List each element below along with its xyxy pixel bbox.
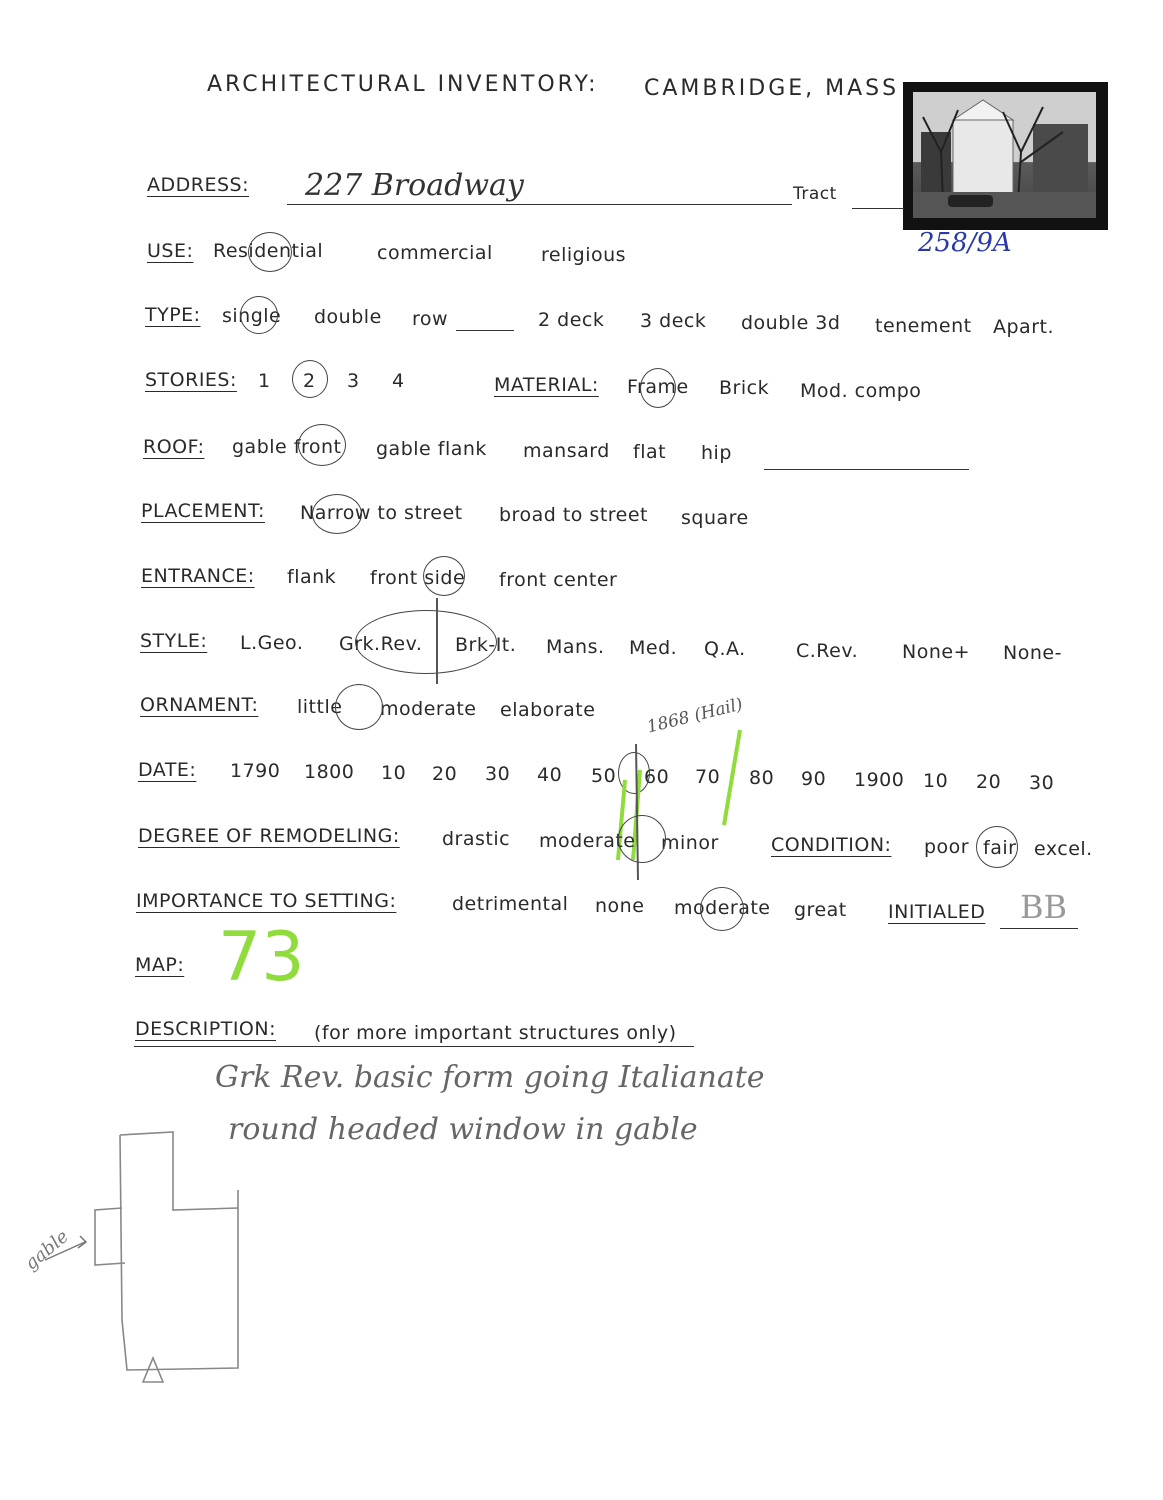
date-10[interactable]: 10 <box>381 762 407 784</box>
material-label: MATERIAL: <box>494 374 599 396</box>
type-double-3d[interactable]: double 3d <box>741 312 841 334</box>
stories-2[interactable]: 2 <box>303 370 316 392</box>
roof-hip[interactable]: hip <box>701 442 732 464</box>
description-label: DESCRIPTION: <box>135 1018 277 1040</box>
remodeling-moderate[interactable]: moderate <box>539 830 636 852</box>
use-commercial[interactable]: commercial <box>377 242 493 264</box>
entrance-front-center[interactable]: front center <box>499 569 618 591</box>
type-row-line <box>456 330 514 331</box>
date-1790[interactable]: 1790 <box>230 760 281 782</box>
ornament-elaborate[interactable]: elaborate <box>500 699 596 721</box>
style-divider-mark <box>436 598 438 684</box>
photo-reference: 258/9A <box>918 228 1012 258</box>
type-label: TYPE: <box>145 304 201 326</box>
style-crev[interactable]: C.Rev. <box>796 640 859 662</box>
map-label: MAP: <box>135 954 185 976</box>
placement-selection-mark <box>312 494 362 534</box>
date-note: 1868 (Hail) <box>645 694 745 738</box>
date-50[interactable]: 50 <box>591 765 617 787</box>
roof-gable-front[interactable]: gable front <box>232 436 342 458</box>
ornament-little[interactable]: little <box>297 696 343 718</box>
use-residential[interactable]: Residential <box>213 240 324 262</box>
remodeling-minor[interactable]: minor <box>661 832 719 854</box>
importance-none[interactable]: none <box>595 895 645 917</box>
style-mans[interactable]: Mans. <box>546 636 605 658</box>
placement-broad[interactable]: broad to street <box>499 504 649 526</box>
type-row[interactable]: row <box>412 308 449 330</box>
importance-detrimental[interactable]: detrimental <box>452 893 569 915</box>
ornament-moderate[interactable]: moderate <box>380 698 477 720</box>
style-med[interactable]: Med. <box>629 637 678 659</box>
entrance-selection-mark <box>423 556 465 596</box>
condition-fair[interactable]: fair <box>983 837 1017 859</box>
roof-mansard[interactable]: mansard <box>523 440 610 462</box>
type-selection-mark <box>240 296 278 334</box>
description-line-2: round headed window in gable <box>228 1112 698 1147</box>
style-label: STYLE: <box>140 630 208 652</box>
date-80[interactable]: 80 <box>749 767 775 789</box>
date-60[interactable]: 60 <box>644 766 670 788</box>
initialed-value: BB <box>1020 888 1068 926</box>
entrance-front-side[interactable]: front side <box>370 567 466 589</box>
date-20[interactable]: 20 <box>432 763 458 785</box>
date-label: DATE: <box>138 759 197 781</box>
stories-selection-mark <box>292 360 328 398</box>
entrance-flank[interactable]: flank <box>287 566 337 588</box>
date-1800[interactable]: 1800 <box>304 761 355 783</box>
initialed-line <box>1000 928 1078 929</box>
importance-great[interactable]: great <box>794 899 847 921</box>
description-line-1: Grk Rev. basic form going Italianate <box>215 1060 765 1095</box>
use-selection-mark <box>248 232 292 272</box>
date-1910[interactable]: 10 <box>923 770 949 792</box>
style-none-plus[interactable]: None+ <box>902 641 970 663</box>
material-mod-compo[interactable]: Mod. compo <box>800 380 922 402</box>
address-line <box>287 204 792 205</box>
description-note: (for more important structures only) <box>314 1022 677 1044</box>
roof-flat[interactable]: flat <box>633 441 667 463</box>
remodeling-selection-mark <box>618 815 666 863</box>
style-lgeo[interactable]: L.Geo. <box>240 632 304 654</box>
type-apart[interactable]: Apart. <box>993 316 1055 338</box>
condition-poor[interactable]: poor <box>924 836 970 858</box>
remodeling-drastic[interactable]: drastic <box>442 828 511 850</box>
tract-label: Tract <box>793 184 837 204</box>
date-30[interactable]: 30 <box>485 763 511 785</box>
date-1900[interactable]: 1900 <box>854 769 905 791</box>
description-line <box>134 1046 694 1047</box>
style-grk-rev[interactable]: Grk.Rev. <box>339 633 423 655</box>
roof-other-line <box>764 469 969 470</box>
type-tenement[interactable]: tenement <box>875 315 972 337</box>
style-brk-it[interactable]: Brk-It. <box>455 634 517 656</box>
city-label: CAMBRIDGE, MASS <box>644 76 900 101</box>
placement-square[interactable]: square <box>681 507 749 529</box>
green-marker-strokes <box>600 720 760 890</box>
ornament-label: ORNAMENT: <box>140 694 259 716</box>
ornament-selection-mark <box>335 684 383 730</box>
type-double[interactable]: double <box>314 306 382 328</box>
form-title: ARCHITECTURAL INVENTORY: <box>207 72 599 97</box>
date-90[interactable]: 90 <box>801 768 827 790</box>
style-none-minus[interactable]: None- <box>1003 642 1062 664</box>
entrance-label: ENTRANCE: <box>141 565 255 587</box>
condition-label: CONDITION: <box>771 834 892 856</box>
date-1930[interactable]: 30 <box>1029 772 1055 794</box>
type-3deck[interactable]: 3 deck <box>640 310 707 332</box>
style-selection-mark <box>355 610 497 674</box>
remodeling-label: DEGREE OF REMODELING: <box>138 825 400 847</box>
map-value: 73 <box>218 918 305 997</box>
type-single[interactable]: single <box>222 305 282 327</box>
stories-label: STORIES: <box>145 369 237 391</box>
type-2deck[interactable]: 2 deck <box>538 309 605 331</box>
roof-gable-flank[interactable]: gable flank <box>376 438 487 460</box>
address-label: ADDRESS: <box>147 174 249 196</box>
address-value: 227 Broadway <box>305 168 524 203</box>
initialed-label: INITIALED <box>888 901 986 923</box>
roof-label: ROOF: <box>143 436 205 458</box>
roof-selection-mark <box>298 424 346 466</box>
importance-label: IMPORTANCE TO SETTING: <box>136 890 397 912</box>
date-1920[interactable]: 20 <box>976 771 1002 793</box>
use-religious[interactable]: religious <box>541 244 627 266</box>
material-selection-mark <box>640 368 676 408</box>
material-frame[interactable]: Frame <box>627 376 689 398</box>
stories-4[interactable]: 4 <box>392 370 405 392</box>
tract-line <box>852 208 904 209</box>
house-photo-image <box>913 92 1096 218</box>
placement-label: PLACEMENT: <box>141 500 265 522</box>
condition-selection-mark <box>976 826 1018 868</box>
importance-moderate[interactable]: moderate <box>674 897 771 919</box>
date-70[interactable]: 70 <box>695 766 721 788</box>
condition-excel[interactable]: excel. <box>1034 838 1093 860</box>
stories-1[interactable]: 1 <box>258 370 271 392</box>
importance-selection-mark <box>700 887 744 931</box>
stories-3[interactable]: 3 <box>347 370 360 392</box>
building-photo <box>903 82 1108 230</box>
style-qa[interactable]: Q.A. <box>704 638 746 660</box>
use-label: USE: <box>147 240 194 262</box>
sketch-gable-label: gable <box>20 1225 73 1275</box>
date-40[interactable]: 40 <box>537 764 563 786</box>
floor-plan-sketch <box>10 1120 270 1390</box>
material-brick[interactable]: Brick <box>719 377 770 399</box>
placement-narrow[interactable]: Narrow to street <box>300 502 463 524</box>
